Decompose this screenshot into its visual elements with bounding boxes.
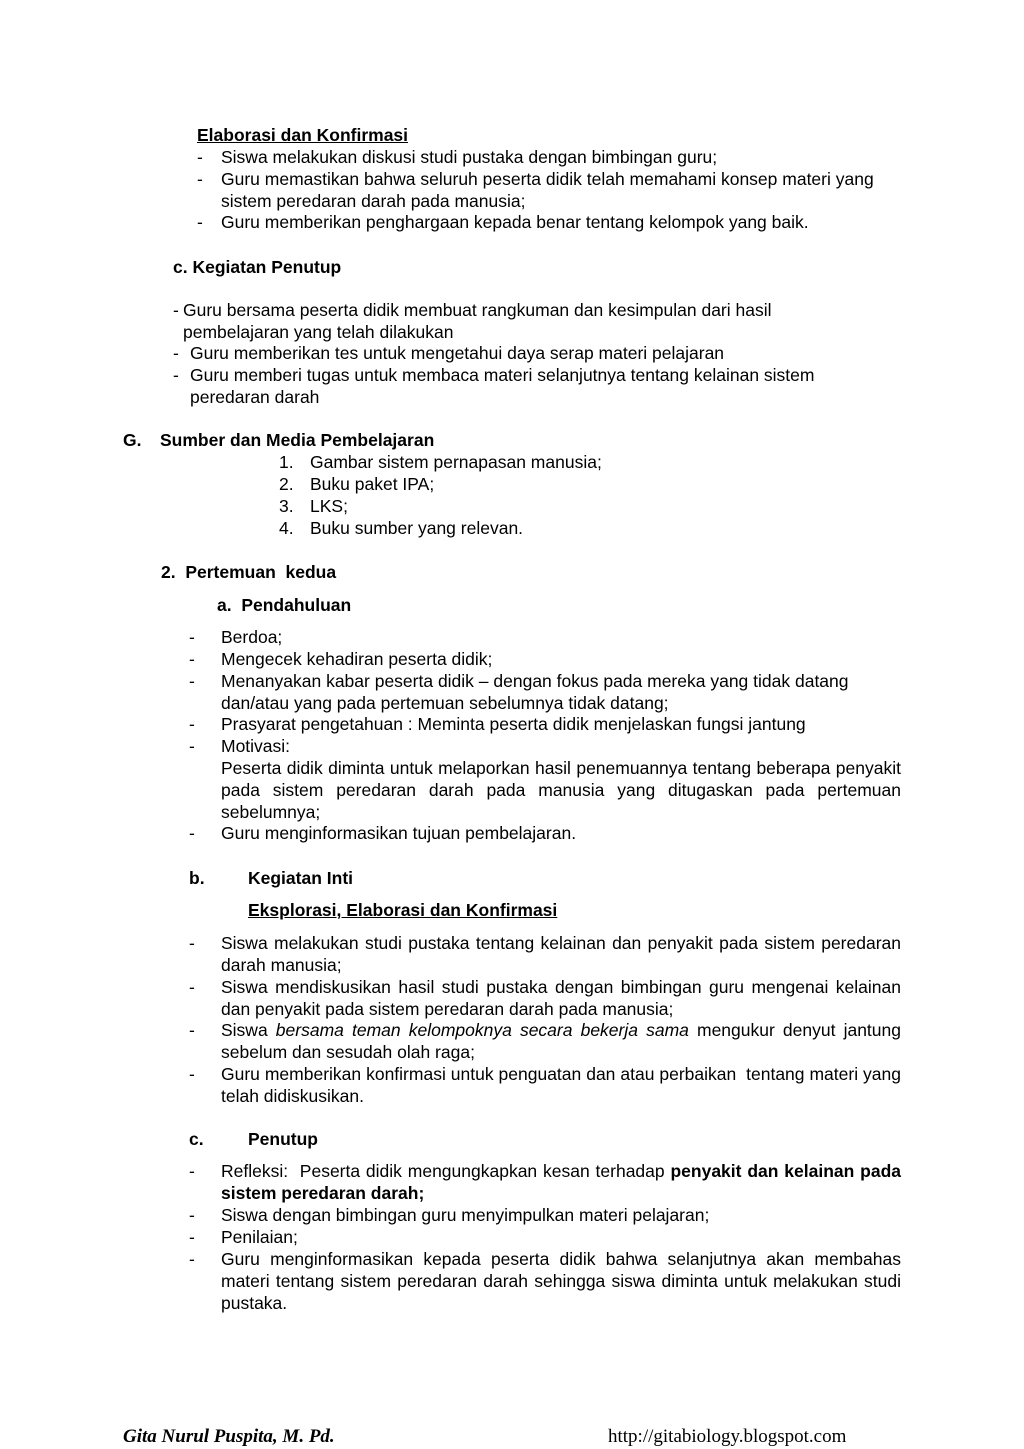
list-bullet: - [189,1249,195,1269]
list-item: Motivasi: [221,736,291,756]
list-bullet: - [197,169,203,189]
list-bullet: - [197,147,203,167]
penutup2-heading: Penutup [248,1129,318,1149]
elaborasi-heading: Elaborasi dan Konfirmasi [197,125,409,145]
list-bullet: - [173,300,179,320]
item-bold-text: penyakit dan kelainan pada sistem peredaran darah; [221,1161,906,1203]
list-item: Guru menginformasikan kepada peserta didik bahwa selanjutnya akan membahas materi tentang sistem peredaran darah sehingga siswa diminta untuk melakukan studi pustaka. [221,1249,901,1313]
list-item: Guru memberikan tes untuk mengetahui daya serap materi pelajaran [190,343,725,363]
list-item: Gambar sistem pernapasan manusia; [310,452,602,472]
item-text: mengukur denyut jantung sebelum dan sesudah olah raga; [221,1020,901,1062]
list-number: 4. [279,518,294,538]
list-number: 3. [279,496,294,516]
inti-subheading: Eksplorasi, Elaborasi dan Konfirmasi [248,900,558,920]
list-item [221,1161,906,1205]
list-item: Siswa dengan bimbingan guru menyimpulkan materi pelajaran; [221,1205,710,1225]
footer-url[interactable]: http://gitabiology.blogspot.com [608,1426,847,1447]
list-bullet: - [189,649,195,669]
list-item: Guru memberikan konfirmasi untuk penguatan dan atau perbaikan tentang materi yang telah didiskusikan. [221,1064,906,1106]
list-bullet: - [189,823,195,843]
list-bullet: - [189,977,195,997]
pertemuan-heading: 2. Pertemuan kedua [161,562,337,582]
list-item: Guru memberikan penghargaan kepada benar tentang kelompok yang baik. [221,212,809,232]
pendahuluan-heading: a. Pendahuluan [217,595,352,615]
inti-letter: b. [189,868,205,888]
list-item: Penilaian; [221,1227,298,1247]
footer-author: Gita Nurul Puspita, M. Pd. [123,1426,335,1447]
list-item: Buku sumber yang relevan. [310,518,524,538]
motivasi-detail: Peserta didik diminta untuk melaporkan hasil penemuannya tentang beberapa penyakit pada sistem peredaran darah pada manusia yang ditugaskan pada pertemuan sebelumnya; [221,758,901,822]
penutup-letter: c. [189,1129,204,1149]
item-italic-text: bersama teman kelompoknya secara bekerja sama [275,1020,689,1040]
list-item: Guru memberi tugas untuk membaca materi selanjutnya tentang kelainan sistem peredaran darah [190,365,815,407]
list-bullet: - [173,365,179,385]
list-bullet: - [189,627,195,647]
list-bullet: - [197,212,203,232]
item-text: Siswa [221,1020,276,1040]
list-item: Guru bersama peserta didik membuat rangkuman dan kesimpulan dari hasil pembelajaran yang telah dilakukan [183,300,772,342]
list-item: Siswa melakukan diskusi studi pustaka dengan bimbingan guru; [221,147,718,167]
inti-heading: Kegiatan Inti [248,868,354,888]
list-number: 2. [279,474,294,494]
list-item: Buku paket IPA; [310,474,435,494]
list-bullet: - [189,1161,195,1181]
list-item: Siswa melakukan studi pustaka tentang kelainan dan penyakit pada sistem peredaran darah manusia; [221,933,901,975]
penutup-heading: c. Kegiatan Penutup [173,257,342,277]
list-item: Siswa mendiskusikan hasil studi pustaka dengan bimbingan guru mengenai kelainan dan penyakit pada sistem peredaran darah pada manusia; [221,977,901,1019]
item-text: Refleksi: Peserta didik mengungkapkan kesan terhadap [221,1161,671,1181]
list-bullet: - [173,343,179,363]
list-bullet: - [189,933,195,953]
list-item: Mengecek kehadiran peserta didik; [221,649,493,669]
list-item: Prasyarat pengetahuan : Meminta peserta didik menjelaskan fungsi jantung [221,714,806,734]
sumber-heading: Sumber dan Media Pembelajaran [160,430,435,450]
list-item: LKS; [310,496,348,516]
list-bullet: - [189,736,195,756]
list-item: Guru memastikan bahwa seluruh peserta didik telah memahami konsep materi yang sistem peredaran darah pada manusia; [221,169,874,211]
list-item: Berdoa; [221,627,283,647]
list-item: Menanyakan kabar peserta didik – dengan fokus pada mereka yang tidak datang dan/atau yang pada pertemuan sebelumnya tidak datang; [221,671,849,713]
section-label: G. [123,430,142,450]
list-bullet: - [189,1064,195,1084]
list-bullet: - [189,671,195,691]
list-bullet: - [189,1227,195,1247]
list-number: 1. [279,452,294,472]
list-bullet: - [189,1205,195,1225]
list-item: Guru menginformasikan tujuan pembelajaran. [221,823,577,843]
list-bullet: - [189,1020,195,1040]
list-bullet: - [189,714,195,734]
list-item [221,1020,901,1064]
